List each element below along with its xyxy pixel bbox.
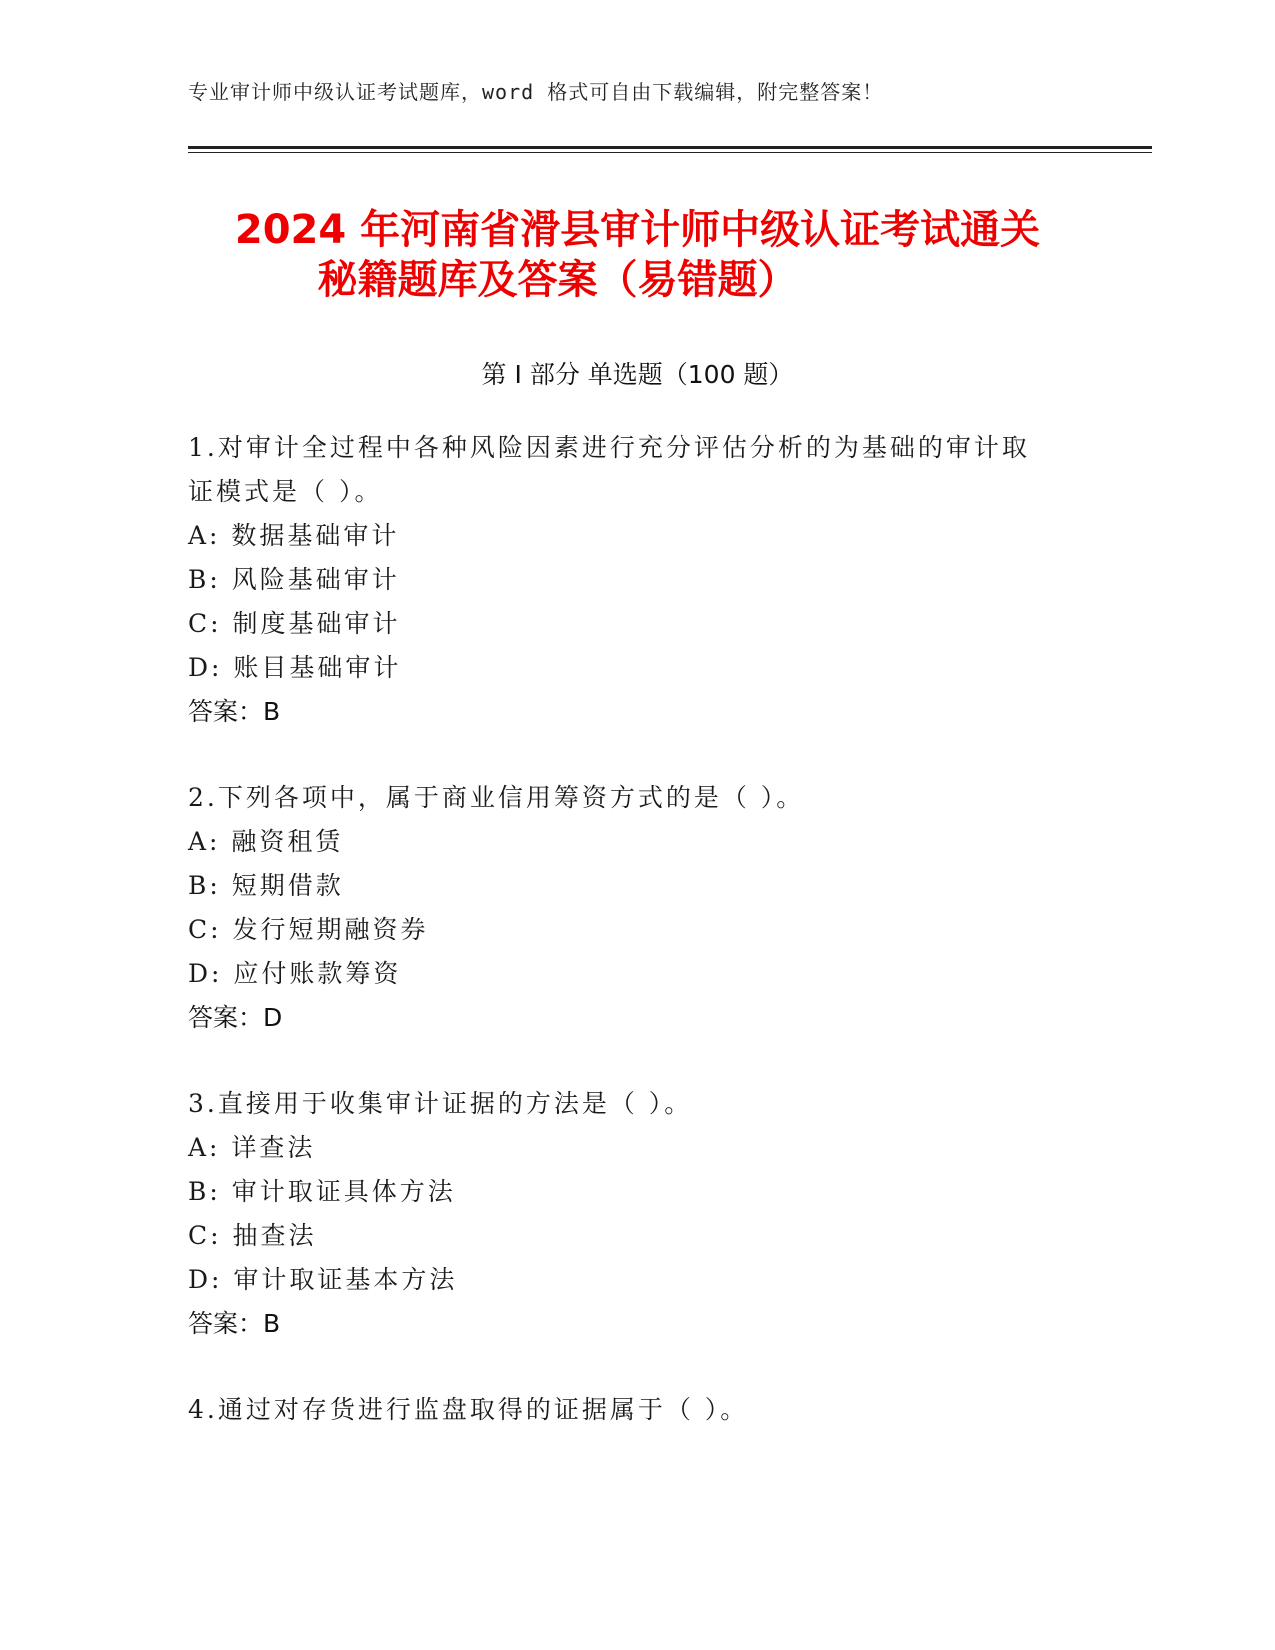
- question-stem: 3.直接用于收集审计证据的方法是（ ）。: [188, 1089, 693, 1118]
- header-divider-thick: [188, 146, 1152, 149]
- document-title-line-1: 2024 年河南省滑县审计师中级认证考试通关: [234, 207, 1041, 253]
- option-d: D: 应付账款筹资: [188, 959, 402, 988]
- option-b: B: 短期借款: [188, 871, 344, 900]
- header-divider-thin: [188, 152, 1152, 153]
- option-b: B: 风险基础审计: [188, 565, 400, 594]
- section-title: 第 I 部分 单选题（100 题）: [481, 360, 794, 389]
- option-c: C: 制度基础审计: [188, 609, 401, 638]
- answer: 答案：B: [188, 697, 281, 726]
- answer: 答案：B: [188, 1309, 281, 1338]
- option-a: A: 融资租赁: [188, 827, 344, 856]
- option-d: D: 账目基础审计: [188, 653, 402, 682]
- option-c: C: 发行短期融资券: [188, 915, 429, 944]
- answer: 答案：D: [188, 1003, 283, 1032]
- option-b: B: 审计取证具体方法: [188, 1177, 456, 1206]
- document-title-line-2: 秘籍题库及答案（易错题）: [317, 257, 798, 303]
- option-a: A: 详查法: [188, 1133, 316, 1162]
- question-stem: 2.下列各项中，属于商业信用筹资方式的是（ ）。: [188, 783, 805, 812]
- option-a: A: 数据基础审计: [188, 521, 400, 550]
- question-stem: 4.通过对存货进行监盘取得的证据属于（ ）。: [188, 1395, 749, 1424]
- question-stem-continued: 证模式是（ ）。: [188, 477, 383, 506]
- question-stem: 1.对审计全过程中各种风险因素进行充分评估分析的为基础的审计取: [188, 433, 1030, 462]
- option-d: D: 审计取证基本方法: [188, 1265, 458, 1294]
- option-c: C: 抽查法: [188, 1221, 317, 1250]
- page-header: 专业审计师中级认证考试题库，word 格式可自由下载编辑，附完整答案！: [188, 80, 884, 104]
